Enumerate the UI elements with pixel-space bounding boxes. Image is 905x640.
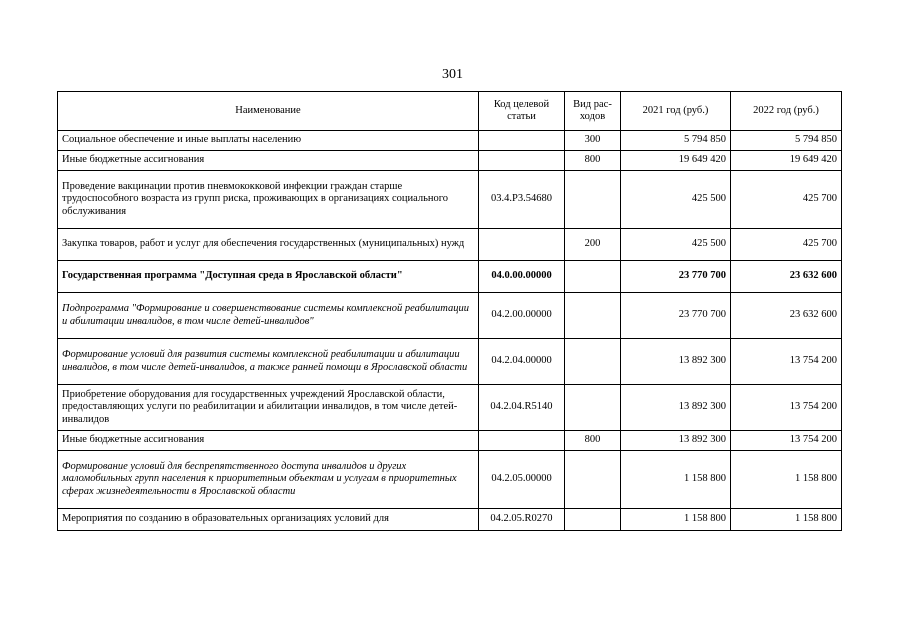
row-vid	[565, 339, 621, 385]
budget-table	[57, 91, 842, 531]
row-2021: 23 770 700	[621, 261, 731, 293]
row-vid	[565, 293, 621, 339]
table-row	[58, 151, 842, 171]
row-code	[479, 229, 565, 261]
row-2021: 13 892 300	[621, 339, 731, 385]
row-2022: 13 754 200	[731, 385, 842, 431]
table-row	[58, 229, 842, 261]
row-vid	[565, 171, 621, 229]
row-2021: 23 770 700	[621, 293, 731, 339]
row-name: Закупка товаров, работ и услуг для обеспечения государственных (муниципальных) нужд	[58, 229, 479, 261]
page-number: 301	[442, 67, 463, 82]
row-2021: 425 500	[621, 171, 731, 229]
row-vid: 800	[565, 151, 621, 171]
header-2021: 2021 год (руб.)	[621, 92, 731, 131]
table-row	[58, 385, 842, 431]
table-row	[58, 509, 842, 531]
row-2021: 425 500	[621, 229, 731, 261]
row-2022: 19 649 420	[731, 151, 842, 171]
row-code: 04.2.05.00000	[479, 451, 565, 509]
row-2022: 5 794 850	[731, 131, 842, 151]
row-2022: 13 754 200	[731, 431, 842, 451]
table-row	[58, 131, 842, 151]
row-name: Формирование условий для беспрепятственного доступа инвалидов и других маломобильных групп населения к приоритетным объектам и услугам в приоритетных сферах жизнедеятельности в Ярославской области	[58, 451, 479, 509]
row-name: Приобретение оборудования для государственных учреждений Ярославской области, предоставляющих услуги по реабилитации и абилитации инвалидов, в том числе детей-инвалидов	[58, 385, 479, 431]
table-row	[58, 431, 842, 451]
row-vid	[565, 509, 621, 531]
row-2022: 23 632 600	[731, 293, 842, 339]
row-vid	[565, 261, 621, 293]
row-2022: 23 632 600	[731, 261, 842, 293]
row-name: Иные бюджетные ассигнования	[58, 151, 479, 171]
row-2021: 13 892 300	[621, 385, 731, 431]
row-code: 04.2.05.R0270	[479, 509, 565, 531]
row-2021: 1 158 800	[621, 451, 731, 509]
row-name: Проведение вакцинации против пневмококковой инфекции граждан старше трудоспособного возраста из групп риска, проживающих в организациях социального обслуживания	[58, 171, 479, 229]
header-vid: Вид рас-ходов	[565, 92, 621, 131]
row-code: 04.2.04.R5140	[479, 385, 565, 431]
row-name: Государственная программа "Доступная среда в Ярославской области"	[58, 261, 479, 293]
header-2022: 2022 год (руб.)	[731, 92, 842, 131]
row-name: Подпрограмма "Формирование и совершенствование системы комплексной реабилитации и абилитации инвалидов, в том числе детей-инвалидов"	[58, 293, 479, 339]
row-code: 04.0.00.00000	[479, 261, 565, 293]
row-2022: 1 158 800	[731, 451, 842, 509]
row-vid	[565, 451, 621, 509]
header-name: Наименование	[58, 92, 479, 131]
table-row	[58, 261, 842, 293]
row-vid	[565, 385, 621, 431]
table-row	[58, 171, 842, 229]
row-code	[479, 431, 565, 451]
table-row	[58, 339, 842, 385]
row-2021: 19 649 420	[621, 151, 731, 171]
row-2021: 5 794 850	[621, 131, 731, 151]
row-2022: 13 754 200	[731, 339, 842, 385]
row-code: 04.2.00.00000	[479, 293, 565, 339]
row-name: Иные бюджетные ассигнования	[58, 431, 479, 451]
row-code: 04.2.04.00000	[479, 339, 565, 385]
row-vid: 200	[565, 229, 621, 261]
row-name: Формирование условий для развития системы комплексной реабилитации и абилитации инвалидов, в том числе детей-инвалидов, а также ранней помощи в Ярославской области	[58, 339, 479, 385]
row-2021: 1 158 800	[621, 509, 731, 531]
row-name: Мероприятия по созданию в образовательных организациях условий для	[58, 509, 479, 531]
table-row	[58, 451, 842, 509]
row-name: Социальное обеспечение и иные выплаты населению	[58, 131, 479, 151]
row-code	[479, 131, 565, 151]
table-row	[58, 293, 842, 339]
table-header-row	[58, 92, 842, 131]
row-2022: 1 158 800	[731, 509, 842, 531]
header-code: Код целевой статьи	[479, 92, 565, 131]
row-2022: 425 700	[731, 171, 842, 229]
row-code: 03.4.P3.54680	[479, 171, 565, 229]
row-2021: 13 892 300	[621, 431, 731, 451]
row-vid: 300	[565, 131, 621, 151]
row-vid: 800	[565, 431, 621, 451]
row-code	[479, 151, 565, 171]
row-2022: 425 700	[731, 229, 842, 261]
